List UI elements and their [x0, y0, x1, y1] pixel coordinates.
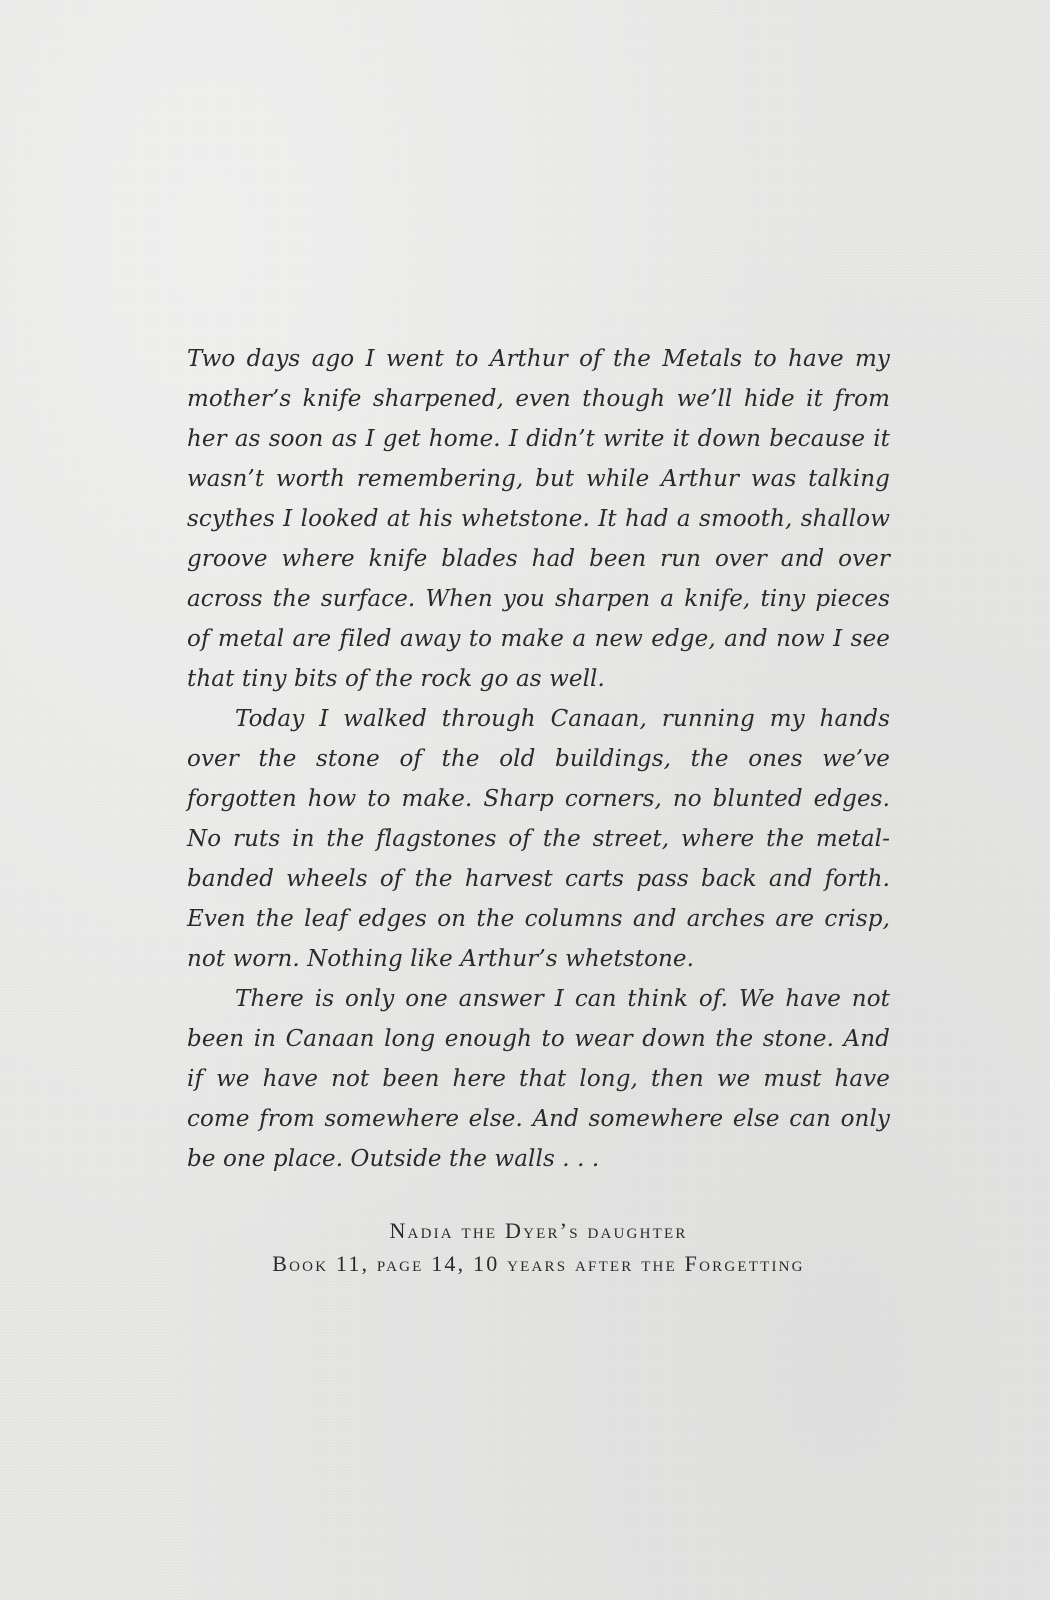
attribution [187, 1214, 890, 1280]
attribution-author: Nadia the Dyer’s daughter [389, 1218, 688, 1243]
paragraph-1: Two days ago I went to Arthur of the Metals to have my mother’s knife sharpened, even though we’ll hide it from her as soon as I get home. I didn’t write it down because it wasn’t worth remembering, but while Arthur was talking scythes I looked at his whetstone. It had a smooth, shallow groove where knife blades had been run over and over across the surface. When you sharpen a knife, tiny pieces of metal are filed away to make a new edge, and now I see that tiny bits of the rock go as well. [187, 346, 890, 692]
paragraph-3: There is only one answer I can think of. We have not been in Canaan long enough to wear down the stone. And if we have not been here that long, then we must have come from somewhere else. And somewhere else can only be one place. Outside the walls . . . [187, 986, 890, 1172]
attribution-reference: Book 11, page 14, 10 years after the Forgetting [272, 1251, 805, 1276]
journal-text [187, 339, 890, 1179]
paragraph-2: Today I walked through Canaan, running my hands over the stone of the old buildings, the ones we’ve forgotten how to make. Sharp corners, no blunted edges. No ruts in the flagstones of the street, where the metal-banded wheels of the harvest carts pass back and forth. Even the leaf edges on the columns and arches are crisp, not worn. Nothing like Arthur’s whetstone. [187, 706, 890, 972]
